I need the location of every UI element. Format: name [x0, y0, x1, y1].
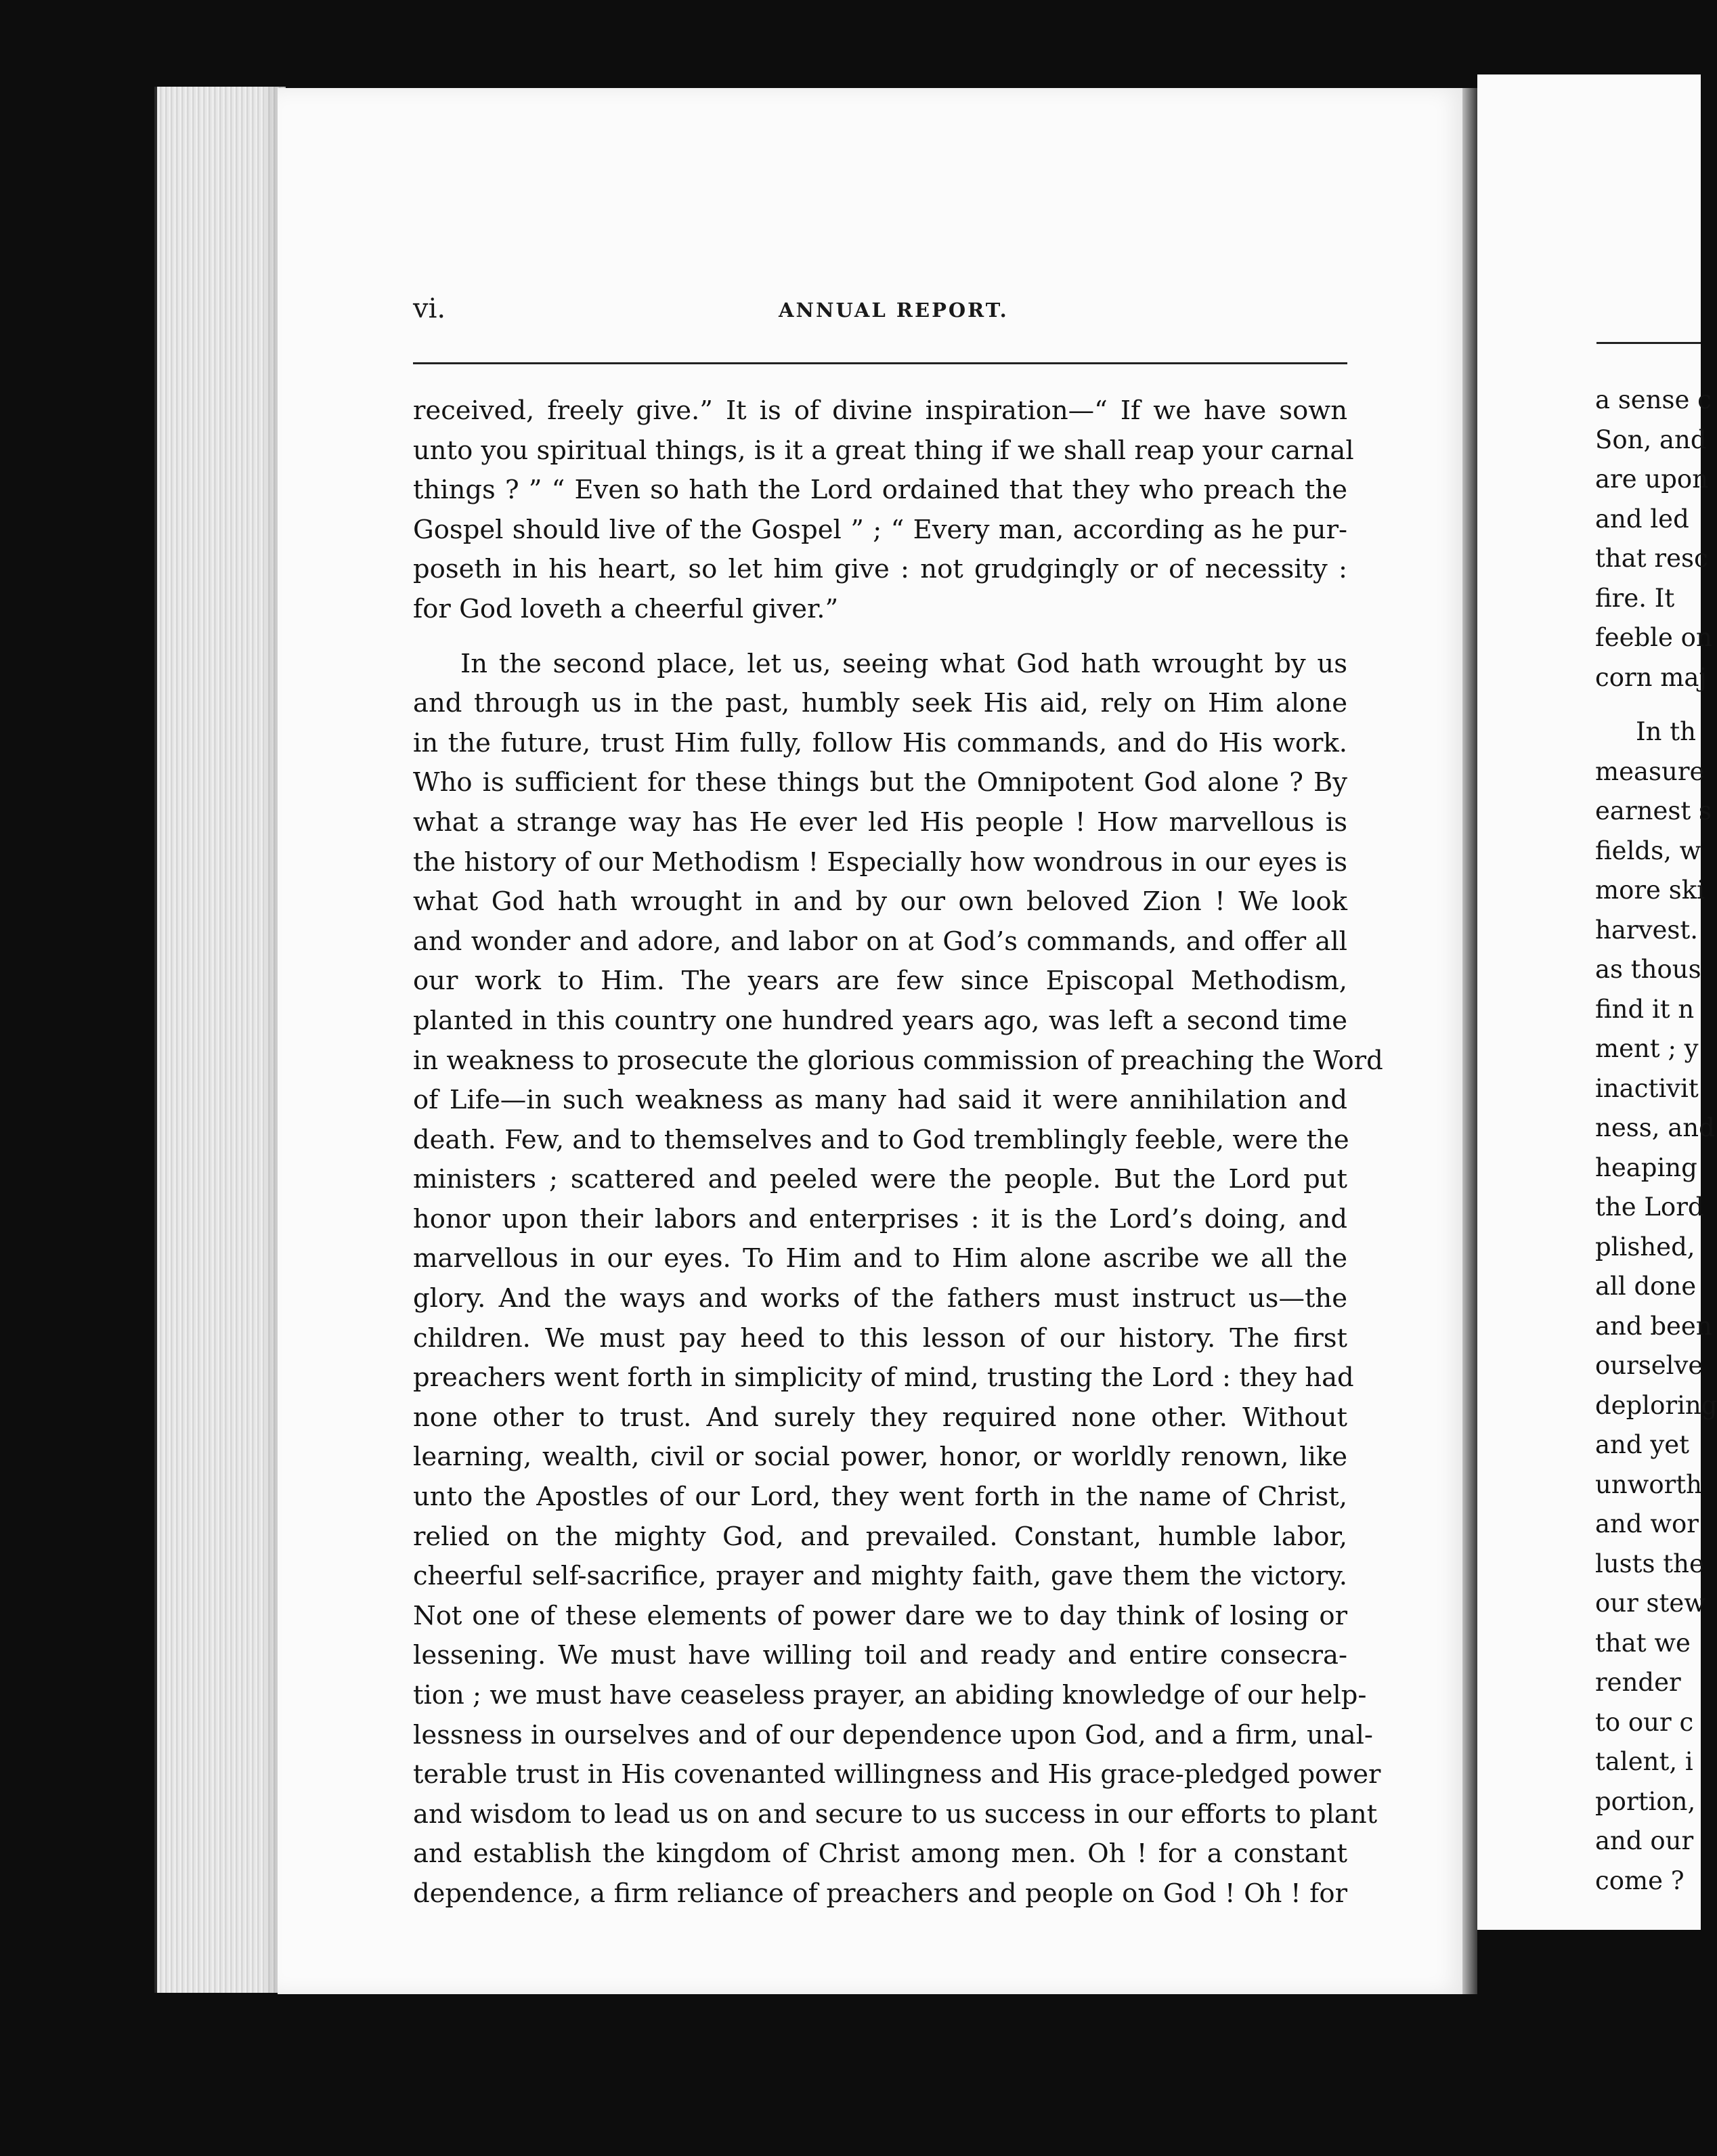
text-line: terable trust in His covenanted willingness and His grace-pledged power: [413, 1759, 1381, 1790]
text-line: Not one of these elements of power dare we to day think of losing or: [413, 1600, 1347, 1631]
text-line: all done: [1595, 1272, 1697, 1301]
text-line: in weakness to prosecute the glorious commission of preaching the Word: [413, 1045, 1383, 1076]
text-line: tion ; we must have ceaseless prayer, an abiding knowledge of our help-: [413, 1680, 1367, 1710]
text-line: what God hath wrought in and by our own beloved Zion ! We look: [413, 886, 1347, 918]
text-line: our stew: [1595, 1589, 1705, 1618]
text-line: honor upon their labors and enterprises : it is the Lord’s doing, and: [413, 1203, 1347, 1234]
text-line: and wor: [1595, 1509, 1699, 1538]
text-line: heaping: [1595, 1152, 1697, 1182]
page-header-title: ANNUAL REPORT.: [779, 299, 1009, 322]
text-line: dependence, a firm reliance of preachers and people on God ! Oh ! for: [413, 1878, 1347, 1909]
text-line: talent, i: [1595, 1747, 1693, 1776]
text-line: marvellous in our eyes. To Him and to Him alone ascribe we all the: [413, 1243, 1347, 1274]
paragraph-2: [413, 645, 1383, 1914]
text-line: more ski: [1595, 876, 1705, 905]
text-line: as thous: [1595, 955, 1701, 984]
text-line: and our: [1595, 1826, 1694, 1855]
text-line: measure: [1595, 756, 1705, 786]
text-line: and establish the kingdom of Christ among men. Oh ! for a constant: [413, 1838, 1347, 1870]
text-line: ment ; y: [1595, 1034, 1699, 1063]
text-line: earnest s: [1595, 796, 1712, 825]
text-line: and yet: [1595, 1430, 1690, 1459]
text-line: unto the Apostles of our Lord, they went forth in the name of Christ,: [413, 1482, 1347, 1513]
text-line: none other to trust. And surely they required none other. Without: [413, 1402, 1347, 1433]
text-line: In the second place, let us, seeing what God hath wrought by us: [460, 648, 1347, 679]
text-line: render: [1595, 1668, 1681, 1697]
text-line: of Life—in such weakness as many had said it were annihilation and: [413, 1085, 1347, 1116]
text-line: relied on the mighty God, and prevailed. Constant, humble labor,: [413, 1521, 1347, 1552]
text-line: and wisdom to lead us on and secure to us success in our efforts to plant: [413, 1798, 1378, 1830]
text-line: ourselve: [1595, 1351, 1703, 1380]
text-line: what a strange way has He ever led His people ! How marvellous is: [413, 806, 1347, 838]
text-line: poseth in his heart, so let him give : not grudgingly or of necessity :: [413, 554, 1347, 585]
text-line: ness, and: [1595, 1113, 1715, 1142]
page-number: vi.: [413, 293, 446, 324]
text-line: unto you spiritual things, is it a great thing if we shall reap your carnal: [413, 435, 1354, 466]
text-line: received, freely give.” It is of divine inspiration—“ If we have sown: [413, 395, 1347, 426]
text-line: lessness in ourselves and of our dependence upon God, and a firm, unal-: [413, 1719, 1373, 1750]
text-line: death. Few, and to themselves and to God tremblingly feeble, were the: [413, 1124, 1349, 1155]
text-line: our work to Him. The years are few since Episcopal Methodism,: [413, 966, 1347, 997]
text-line: and wonder and adore, and labor on at God’s commands, and offer all: [413, 926, 1347, 957]
text-line: corn maj: [1595, 662, 1707, 692]
text-line: Son, and: [1595, 425, 1707, 454]
text-line: Who is sufficient for these things but the Omnipotent God alone ? By: [413, 767, 1347, 798]
text-line: Gospel should live of the Gospel ” ; “ Every man, according as he pur-: [413, 514, 1347, 545]
text-line: inactivit: [1595, 1073, 1699, 1103]
text-line: that we: [1595, 1628, 1691, 1658]
header-rule: [413, 362, 1347, 364]
text-line: to our c: [1595, 1707, 1694, 1737]
text-line: unworth: [1595, 1469, 1702, 1499]
text-line: the history of our Methodism ! Especially how wondrous in our eyes is: [413, 846, 1347, 878]
text-line: learning, wealth, civil or social power, honor, or worldly renown, like: [413, 1442, 1347, 1473]
text-line: glory. And the ways and works of the fathers must instruct us—the: [413, 1283, 1347, 1314]
paragraph-gap: [413, 630, 1347, 645]
text-line: In th: [1636, 717, 1696, 746]
text-line: ministers ; scattered and peeled were the people. But the Lord put: [413, 1164, 1347, 1195]
text-line: lessening. We must have willing toil and ready and entire consecra-: [413, 1640, 1347, 1671]
right-page-body: [1595, 381, 1717, 1901]
book-page-edges: [154, 87, 286, 1993]
text-line: fields, w: [1595, 836, 1701, 865]
text-line: and led: [1595, 504, 1689, 534]
text-line: and been: [1595, 1311, 1712, 1341]
text-line: and through us in the past, humbly seek His aid, rely on Him alone: [413, 688, 1347, 719]
text-line: come ?: [1595, 1866, 1685, 1895]
text-line: harvest.: [1595, 915, 1698, 945]
text-line: in the future, trust Him fully, follow His commands, and do His work.: [413, 727, 1347, 758]
right-page-header-rule: [1596, 342, 1701, 344]
text-line: preachers went forth in simplicity of mind, trusting the Lord : they had: [413, 1362, 1354, 1394]
text-line: plished,: [1595, 1232, 1695, 1262]
paragraph-gap: [1595, 697, 1710, 712]
text-line: planted in this country one hundred years ago, was left a second time: [413, 1005, 1347, 1036]
text-line: feeble on: [1595, 623, 1712, 652]
running-head: [413, 293, 1347, 334]
text-line: a sense c: [1595, 385, 1712, 414]
book-gutter: [1462, 88, 1477, 1994]
text-line: cheerful self-sacrifice, prayer and mighty faith, gave them the victory.: [413, 1561, 1347, 1592]
text-line: children. We must pay heed to this lesson of our history. The first: [413, 1322, 1347, 1354]
text-line: lusts the: [1595, 1549, 1704, 1578]
text-line: find it n: [1595, 994, 1695, 1024]
left-page-body: [413, 391, 1383, 1914]
text-line: portion,: [1595, 1786, 1696, 1816]
text-line: that resc: [1595, 544, 1708, 573]
text-line: fire. It: [1595, 583, 1675, 613]
text-line: the Lord: [1595, 1192, 1704, 1222]
text-line: deploring: [1595, 1390, 1717, 1420]
text-line: things ? ” “ Even so hath the Lord ordained that they who preach the: [413, 475, 1347, 506]
paragraph-1: [413, 391, 1354, 630]
text-line: for God loveth a cheerful giver.”: [413, 593, 839, 624]
text-line: are upon: [1595, 465, 1709, 494]
